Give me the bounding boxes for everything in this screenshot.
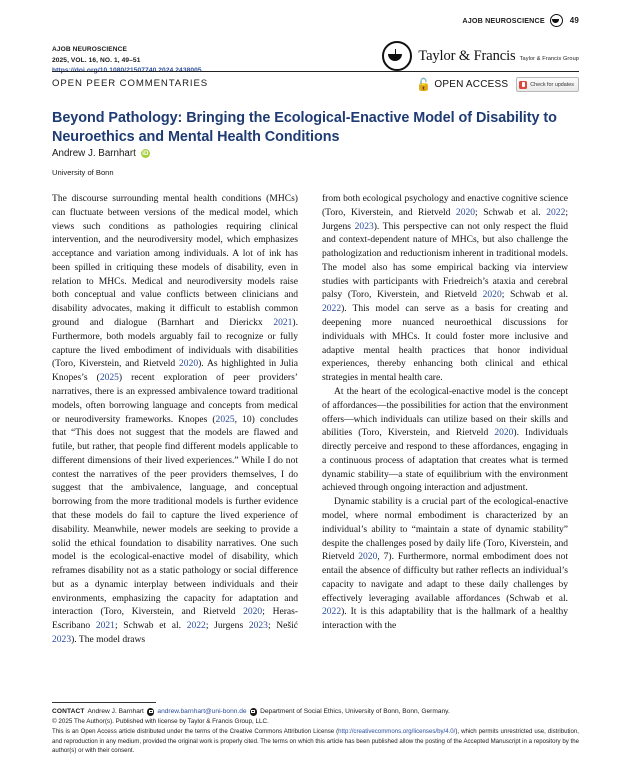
- envelope-icon: [147, 708, 155, 716]
- license-post: ), which permits unrestricted use, distribution, and reproduction in any medium, provided the original work is properly cited. The terms on which this article has been published allow the posting of the Accepted Manuscript in a repository by the author(s) or with their consent.: [52, 728, 580, 754]
- section-header: [52, 78, 579, 94]
- license-pre: This is an Open Access article distributed under the terms of the Creative Commons Attribution License (: [52, 728, 339, 736]
- check-for-updates-button[interactable]: [516, 77, 579, 92]
- right-column: [322, 192, 568, 700]
- publisher-logo: [382, 41, 579, 71]
- section-label: OPEN PEER COMMENTARIES: [52, 78, 209, 89]
- masthead: [52, 45, 202, 77]
- running-head-journal: AJOB NEUROSCIENCE: [462, 16, 545, 25]
- envelope-icon: [250, 708, 258, 716]
- open-lock-icon: 🔓: [416, 77, 432, 91]
- paragraph: The discourse surrounding mental health conditions (MHCs) can fluctuate between versions of the medical model, which views such conditions as pathologies requiring clinical intervention, and the neurodiversity model, which emphasizes acceptance and variation among individuals. A lot of ink has been spilled in critiquing these models of disability, even in relation to MHCs. Medical and neurodiversity models raise both conceptual and value conflicts between clinicians and disability advocates, making it difficult to establish common ground and dialogue (Barnhart and Dierickx 2021). Furthermore, both models arguably fail to recognize or fully capture the lived embodiment of individuals with disabilities (Toro, Kiverstein, and Rietveld 2020). As highlighted in Julia Knopes’s (2025) recent exploration of peer providers’ narratives, there is an expressed ambivalence toward traditional models, often borrowing language and concepts from medical or neurodiversity frameworks. Knopes (2025, 10) concludes that “This does not suggest that the models are flawed and futile, but rather, that people find different models applicable to different dimensions of their lived experiences.” While I do not contest the narratives of the peer providers themselves, I do suggest that the ambivalence, language, and conceptual borrowing from the more traditional models is further evidence that these models do fail to capture the lived experience of disability. Meanwhile, newer models are seeking to provide a solid the ethical foundation to disability narratives. One such model is the ecological-enactive model of disability, which reframes disability not as a static pathology or social difference but as a dynamic interplay between individuals and their environments, emphasizing the capacity for adaptation and interaction (Toro, Kiverstein, and Rietveld 2020; Heras-Escribano 2021; Schwab et al. 2022; Jurgens 2023; Nešić 2023). The model draws: [52, 193, 299, 645]
- page-title: Beyond Pathology: Bringing the Ecological-Enactive Model of Disability to Neuroethics and Mental Health Conditions: [52, 109, 557, 145]
- page-number: 49: [569, 16, 579, 25]
- check-for-updates-label: Check for updates: [530, 81, 574, 88]
- author-name: Andrew J. Barnhart: [52, 148, 136, 159]
- paragraph: At the heart of the ecological-enactive model is the concept of affordances—the possibilities for action that the environment offers—which individuals can utilize based on their skills and abilities (Toro, Kiverstein, and Rietveld 2020). Individuals directly perceive and respond to these affordances, engaging in a continuous process of adaptation that creates what is termed dynamic stability—a state of equilibrium with the environment achieved through ongoing interaction and adjustment.: [322, 385, 568, 494]
- contact-email[interactable]: andrew.barnhart@uni-bonn.de: [157, 708, 247, 715]
- masthead-issue: 2025, VOL. 16, NO. 1, 49–51: [52, 56, 141, 64]
- contact-line: [52, 707, 579, 717]
- license-text: [52, 727, 579, 755]
- open-access-label: OPEN ACCESS: [434, 79, 509, 90]
- header-divider: [52, 71, 579, 72]
- masthead-journal: AJOB NEUROSCIENCE: [52, 46, 127, 53]
- license-url[interactable]: http://creativecommons.org/licenses/by/4.0/: [338, 728, 456, 736]
- open-access-badge: [416, 79, 508, 91]
- body-columns: [52, 192, 568, 700]
- copyright-line: © 2025 The Author(s). Published with license by Taylor & Francis Group, LLC.: [52, 717, 269, 725]
- paragraph: from both ecological psychology and enactive cognitive science (Toro, Kiverstein, and Rietveld 2020; Schwab et al. 2022; Jurgens 2023). This perspective can not only respect the fluid and context-dependent nature of MHCs, but also challenge the pathologization and reductionism inherent in traditional models. The model also has some empirical backing via interview studies with participants with Friedreich’s ataxia and cerebral palsy (Toro, Kiverstein, and Rietveld 2020; Schwab et al. 2022). This model can serve as a basis for creating and deepening more nuanced neuroethical discussions for individuals with MHCs. It could foster more inclusive and adaptive mental health practices that honor individual experiences, thereby enhancing both clinical and ethical strategies in mental health care.: [322, 193, 568, 384]
- contact-name: Andrew J. Barnhart: [87, 708, 144, 715]
- author-affiliation: University of Bonn: [52, 168, 114, 177]
- taylor-francis-logo-icon: [382, 41, 412, 71]
- contact-label: CONTACT: [52, 708, 85, 715]
- running-head: [462, 14, 579, 27]
- taylor-francis-mark-icon: [550, 14, 563, 27]
- publisher-group: Taylor & Francis Group: [519, 55, 579, 62]
- publisher-name: Taylor & Francis: [418, 47, 516, 64]
- author-row: [52, 148, 150, 159]
- left-column: [52, 192, 298, 700]
- footer: [52, 702, 579, 755]
- crossmark-icon: [519, 81, 527, 89]
- orcid-icon[interactable]: iD: [142, 150, 149, 157]
- contact-address: Department of Social Ethics, University of Bonn, Bonn, Germany.: [260, 708, 450, 715]
- paragraph: Dynamic stability is a crucial part of the ecological-enactive model, where normal embodiment is characterized by an individual’s ability to “maintain a state of dynamic stability” despite the challenges posed by daily life (Toro, Kiverstein, and Rietveld 2020, 7). Furthermore, normal embodiment does not entail the absence of difficulty but rather reflects an individual’s capacity to navigate and adapt to these daily challenges by effectively leveraging available affordances (Schwab et al. 2022). It is this adaptability that is the hallmark of a healthy interaction with the: [322, 496, 569, 632]
- footer-divider: [52, 702, 156, 703]
